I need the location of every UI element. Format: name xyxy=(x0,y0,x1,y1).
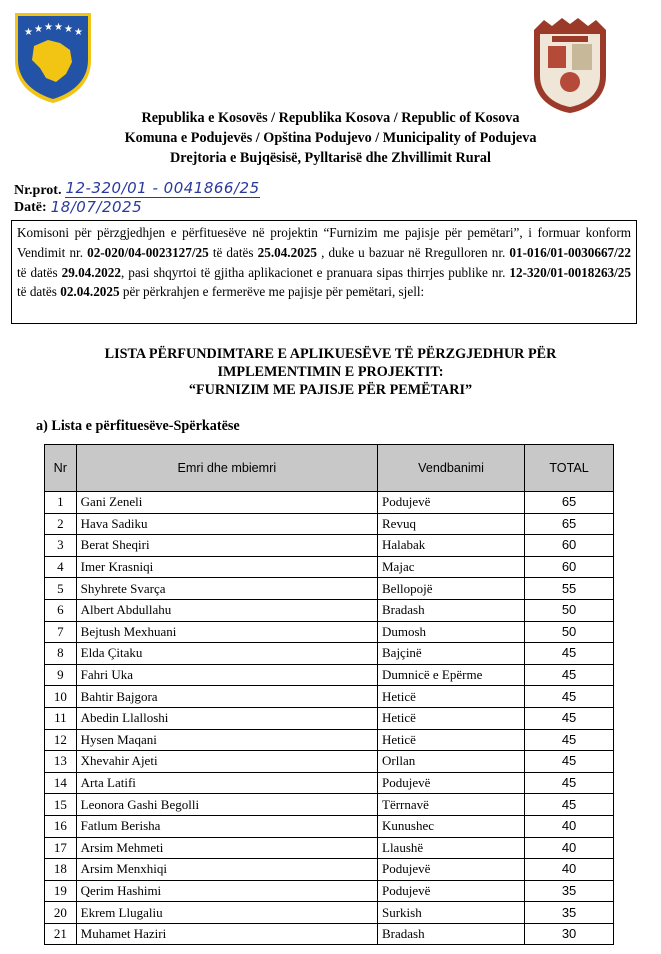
header-nr: Nr xyxy=(45,445,77,492)
row-total: 50 xyxy=(525,621,614,643)
row-name: Bahtir Bajgora xyxy=(76,686,377,708)
row-residence: Podujevë xyxy=(378,859,525,881)
row-name: Fatlum Berisha xyxy=(76,815,377,837)
row-total: 45 xyxy=(525,772,614,794)
table-row xyxy=(45,664,614,686)
table-row xyxy=(45,923,614,945)
header-name: Emri dhe mbiemri xyxy=(76,445,377,492)
row-nr: 11 xyxy=(45,707,77,729)
row-total: 45 xyxy=(525,686,614,708)
table-row xyxy=(45,902,614,924)
table-row xyxy=(45,686,614,708)
title-line-3: “FURNIZIM ME PAJISJE PËR PEMËTARI” xyxy=(188,382,473,398)
row-residence: Heticë xyxy=(378,707,525,729)
row-residence: Podujevë xyxy=(378,772,525,794)
row-nr: 7 xyxy=(45,621,77,643)
row-name: Arsim Mehmeti xyxy=(76,837,377,859)
row-nr: 5 xyxy=(45,578,77,600)
date-value: 18/07/2025 xyxy=(50,198,143,216)
row-total: 65 xyxy=(525,513,614,535)
row-total: 35 xyxy=(525,902,614,924)
row-name: Bejtush Mexhuani xyxy=(76,621,377,643)
table-row xyxy=(45,492,614,514)
row-nr: 19 xyxy=(45,880,77,902)
row-nr: 14 xyxy=(45,772,77,794)
header-residence: Vendbanimi xyxy=(378,445,525,492)
row-total: 40 xyxy=(525,859,614,881)
row-nr: 9 xyxy=(45,664,77,686)
row-nr: 17 xyxy=(45,837,77,859)
svg-text:★: ★ xyxy=(54,22,63,33)
date-label: Datë: xyxy=(14,200,47,215)
row-nr: 2 xyxy=(45,513,77,535)
row-total: 60 xyxy=(525,556,614,578)
row-name: Abedin Llalloshi xyxy=(76,707,377,729)
row-residence: Bradash xyxy=(378,923,525,945)
row-residence: Bradash xyxy=(378,599,525,621)
row-residence: Revuq xyxy=(378,513,525,535)
table-row xyxy=(45,621,614,643)
row-total: 30 xyxy=(525,923,614,945)
row-residence: Tërrnavë xyxy=(378,794,525,816)
row-nr: 21 xyxy=(45,923,77,945)
table-row xyxy=(45,729,614,751)
header-line-republic: Republika e Kosovës / Republika Kosova / Republic of Kosova xyxy=(141,110,520,126)
table-row xyxy=(45,794,614,816)
row-residence: Podujevë xyxy=(378,492,525,514)
row-total: 55 xyxy=(525,578,614,600)
protocol-number-value: 12-320/01 - 0041866/25 xyxy=(65,179,260,197)
row-residence: Heticë xyxy=(378,729,525,751)
table-row xyxy=(45,751,614,773)
row-name: Xhevahir Ajeti xyxy=(76,751,377,773)
row-residence: Dumnicë e Epërme xyxy=(378,664,525,686)
header-total: TOTAL xyxy=(525,445,614,492)
row-total: 50 xyxy=(525,599,614,621)
table-body xyxy=(45,492,614,945)
table-row xyxy=(45,880,614,902)
row-nr: 4 xyxy=(45,556,77,578)
table-row xyxy=(45,772,614,794)
row-name: Hava Sadiku xyxy=(76,513,377,535)
row-nr: 6 xyxy=(45,599,77,621)
row-name: Albert Abdullahu xyxy=(76,599,377,621)
row-name: Berat Sheqiri xyxy=(76,535,377,557)
row-name: Fahri Uka xyxy=(76,664,377,686)
header-line-directorate: Drejtoria e Bujqësisë, Pylltarisë dhe Zhvillimit Rural xyxy=(170,150,491,166)
beneficiaries-table xyxy=(44,444,614,945)
row-residence: Kunushec xyxy=(378,815,525,837)
row-total: 35 xyxy=(525,880,614,902)
row-nr: 1 xyxy=(45,492,77,514)
table-row xyxy=(45,556,614,578)
table-row xyxy=(45,707,614,729)
row-residence: Halabak xyxy=(378,535,525,557)
svg-text:★: ★ xyxy=(64,24,73,35)
row-name: Arsim Menxhiqi xyxy=(76,859,377,881)
row-total: 45 xyxy=(525,707,614,729)
svg-text:★: ★ xyxy=(74,27,83,38)
table-row xyxy=(45,578,614,600)
row-name: Shyhrete Svarça xyxy=(76,578,377,600)
podujeva-municipal-seal-icon xyxy=(530,18,610,114)
row-total: 45 xyxy=(525,643,614,665)
row-total: 60 xyxy=(525,535,614,557)
table-row xyxy=(45,815,614,837)
header-line-municipality: Komuna e Podujevës / Opština Podujevo / Municipality of Podujeva xyxy=(124,130,537,146)
row-name: Elda Çitaku xyxy=(76,643,377,665)
row-residence: Orllan xyxy=(378,751,525,773)
row-total: 45 xyxy=(525,664,614,686)
row-total: 40 xyxy=(525,815,614,837)
table-row xyxy=(45,837,614,859)
row-nr: 15 xyxy=(45,794,77,816)
document-header xyxy=(0,108,661,168)
intro-paragraph: Komisoni për përzgjedhjen e përfituesëve në projektin “Furnizim me pajisje për pemëtari”, i formuar konform Vendimit nr. 02-020/04-0023127/25 të datës 25.04.2025 , duke u bazuar në Rregulloren nr. 01-016/01-0030667/22 të datës 29.04.2022, pasi shqyrtoi të gjitha aplikacionet e pranuara sipas thirrjes publike nr. 12-320/01-0018263/25 të datës 02.04.2025 për përkrahjen e fermerëve me pajisje për pemëtari, sjell: xyxy=(11,220,637,324)
row-nr: 12 xyxy=(45,729,77,751)
row-name: Ekrem Llugaliu xyxy=(76,902,377,924)
row-total: 45 xyxy=(525,729,614,751)
row-residence: Bellopojë xyxy=(378,578,525,600)
row-residence: Llaushë xyxy=(378,837,525,859)
table-row xyxy=(45,513,614,535)
row-total: 45 xyxy=(525,751,614,773)
row-nr: 20 xyxy=(45,902,77,924)
row-residence: Bajçinë xyxy=(378,643,525,665)
svg-text:★: ★ xyxy=(34,24,43,35)
row-residence: Majac xyxy=(378,556,525,578)
row-nr: 13 xyxy=(45,751,77,773)
row-name: Hysen Maqani xyxy=(76,729,377,751)
table-row xyxy=(45,599,614,621)
row-name: Arta Latifi xyxy=(76,772,377,794)
row-total: 65 xyxy=(525,492,614,514)
row-total: 40 xyxy=(525,837,614,859)
row-name: Muhamet Haziri xyxy=(76,923,377,945)
row-nr: 8 xyxy=(45,643,77,665)
protocol-number-label: Nr.prot. xyxy=(14,183,62,198)
row-residence: Surkish xyxy=(378,902,525,924)
row-nr: 3 xyxy=(45,535,77,557)
table-row xyxy=(45,643,614,665)
row-residence: Podujevë xyxy=(378,880,525,902)
row-residence: Heticë xyxy=(378,686,525,708)
row-nr: 10 xyxy=(45,686,77,708)
table-header-row xyxy=(45,445,614,492)
svg-text:★: ★ xyxy=(24,27,33,38)
row-name: Leonora Gashi Begolli xyxy=(76,794,377,816)
row-name: Qerim Hashimi xyxy=(76,880,377,902)
table-row xyxy=(45,535,614,557)
protocol-reference xyxy=(14,181,260,215)
section-label: a) Lista e përfituesëve-Spërkatëse xyxy=(36,418,240,434)
title-line-2: IMPLEMENTIMIN E PROJEKTIT: xyxy=(217,364,444,380)
list-title xyxy=(0,345,661,399)
table-row xyxy=(45,859,614,881)
title-line-1: LISTA PËRFUNDIMTARE E APLIKUESËVE TË PËRZGJEDHUR PËR xyxy=(104,346,557,362)
row-residence: Dumosh xyxy=(378,621,525,643)
row-name: Imer Krasniqi xyxy=(76,556,377,578)
kosovo-coat-of-arms-icon xyxy=(12,10,94,105)
row-total: 45 xyxy=(525,794,614,816)
row-nr: 18 xyxy=(45,859,77,881)
svg-text:★: ★ xyxy=(44,22,53,33)
row-name: Gani Zeneli xyxy=(76,492,377,514)
row-nr: 16 xyxy=(45,815,77,837)
